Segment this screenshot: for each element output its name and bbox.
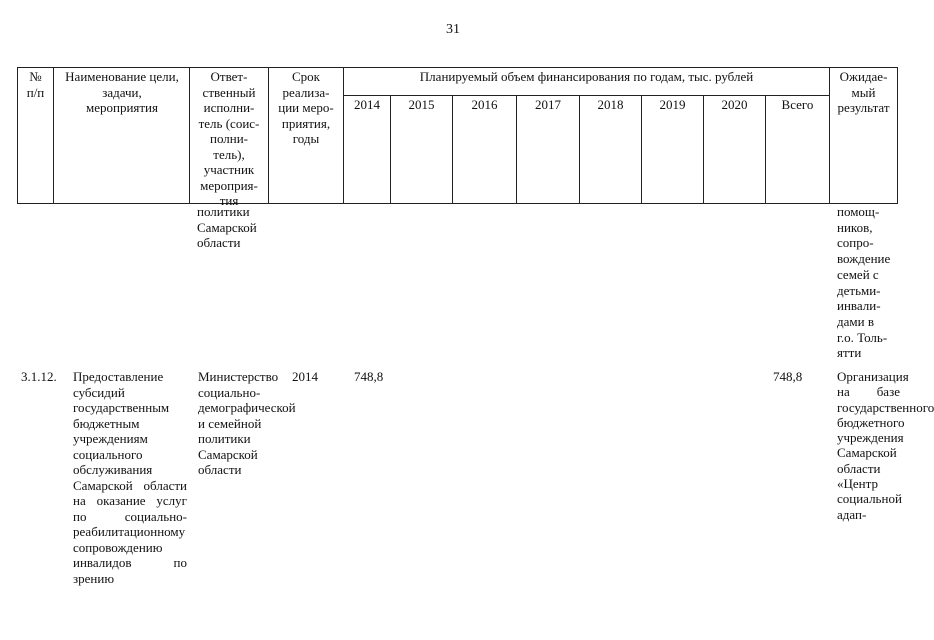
- continuation-result: помощ- ников, сопро- вождение семей с детьми- инвали- дами в г.о. Толь- ятти: [837, 204, 891, 361]
- header-year-2016: 2016: [471, 97, 498, 112]
- row-result: Организация на базе государственного бюджетного учреждения Самарской области «Центр социальной адап-: [837, 369, 934, 522]
- row-total-value: 748,8: [773, 369, 803, 384]
- row-name: Предоставление субсидий государственным бюджетным учреждениям социального обслуживания Самарской области на оказание услуг по социально-реабилитационному сопровождению инвалидов по зрению: [73, 369, 187, 586]
- header-result: Ожидае- мый результат: [837, 69, 890, 115]
- header-total: Всего: [781, 97, 814, 112]
- row-num: 3.1.12.: [21, 369, 57, 384]
- header-year-2014: 2014: [354, 97, 380, 112]
- row-term: 2014: [292, 369, 318, 384]
- page-number: 31: [446, 22, 460, 37]
- header-executor: Ответ- ственный исполни- тель (соис- полни- тель), участник мероприя- тия: [198, 69, 260, 208]
- row-2014-value: 748,8: [354, 369, 384, 384]
- header-year-2017: 2017: [535, 97, 561, 112]
- header-term: Срок реализа- ции меро- приятия, годы: [278, 69, 334, 146]
- header-num: № п/п: [26, 69, 45, 100]
- header-year-2019: 2019: [659, 97, 686, 112]
- header-financing: Планируемый объем финансирования по годам, тыс. рублей: [419, 69, 754, 84]
- header-year-2020: 2020: [721, 97, 748, 112]
- row-executor: Министерство социально-демографической и семейной политики Самарской области: [198, 369, 296, 477]
- continuation-executor: политики Самарской области: [197, 204, 257, 250]
- header-year-2015: 2015: [408, 97, 435, 112]
- header-year-2018: 2018: [597, 97, 624, 112]
- header-name: Наименование цели, задачи, мероприятия: [65, 69, 179, 115]
